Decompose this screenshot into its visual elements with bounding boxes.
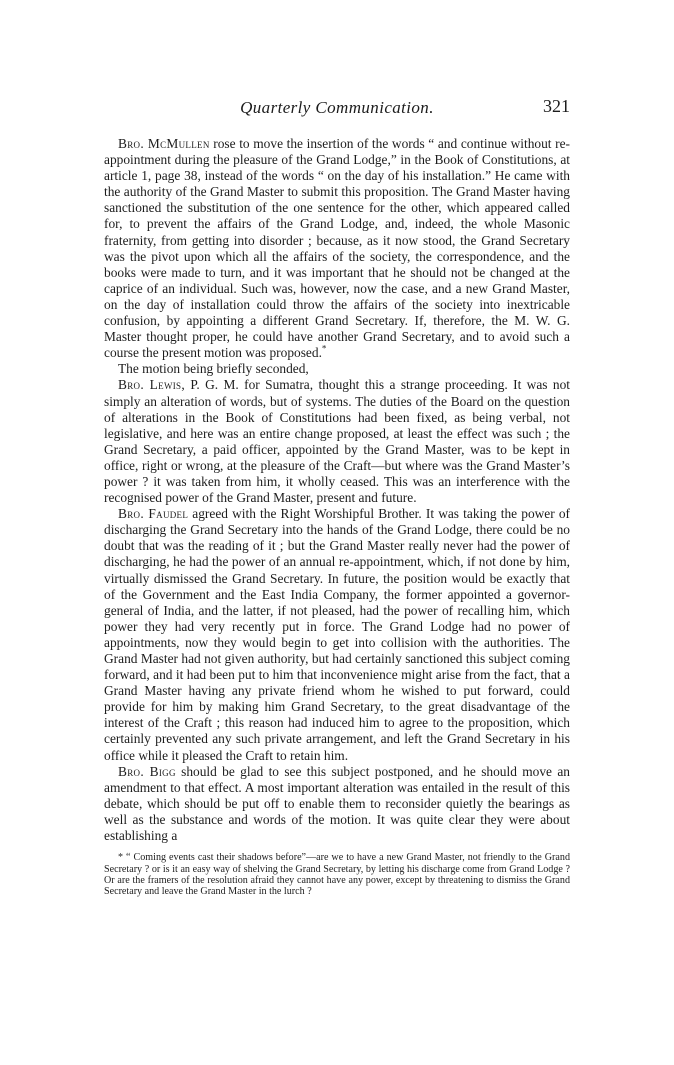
paragraph-text: rose to move the insertion of the words “ and continue without re-appointment during the pleasure of the Grand Lodge,” in the Book of Constitutions, at article 1, page 38, instead of the words “ on the day of his installation.” He came with the authority of the Grand Master to submit this proposition. The Grand Master having sanctioned the substitution of the one sentence for the other, which appeared called for, to prevent the affairs of the Grand Lodge, and, indeed, the whole Masonic fraternity, from getting into disorder ; because, as it now stood, the Grand Secretary was the pivot upon which all the affairs of the society, the correspondence, and the books were made to turn, and it was important that he should not be changed at the caprice of an individual. Such was, however, now the case, and a new Grand Master, on the day of installation could throw the affairs of the society into inextricable confusion, by appointing a different Grand Secretary. If, therefore, the M. W. G. Master thought proper, he could have another Grand Secretary, and to avoid such a course the present motion was proposed. [104, 136, 570, 361]
paragraph-text: should be glad to see this subject postponed, and he should move an amendment to that effect. A most important alteration was entailed in the result of this debate, which should be put off to enable them to reconsider quietly the bearings as well as the substance and words of the motion. It was quite clear they were about establishing a [104, 763, 570, 844]
footnote: * “ Coming events cast their shadows before”—are we to have a new Grand Master, not friendly to the Grand Secretary ? or is it an easy way of shelving the Grand Secretary, by letting his discharge come from Grand Lodge ? Or are the framers of the resolution afraid they cannot have any power, except by threatening to dismiss the Grand Secretary and leave the Grand Master in the lurch ? [104, 852, 570, 898]
paragraph-text: agreed with the Right Worshipful Brother. It was taking the power of discharging the Grand Secretary into the hands of the Grand Lodge, there could be no doubt that was the reading of it ; but the Grand Master really never had the power of discharging, he had the power of an annual re-appointment, which, if not done by him, virtually dismissed the Grand Secretary. In future, the position would be exactly that of the Government and the East India Company, the former appointed a governor-general of India, and the latter, if not pleased, had the power of recalling him, which power they had very recently put in force. The Grand Lodge had no power of appointments, now they would begin to get into collision with the authorities. The Grand Master had not given authority, but had certainly sanctioned this subject coming forward, and it had been put to him that inconvenience might arise from the fact, that a Grand Master having any private friend whom he wished to put forward, could provide for him by making him Grand Secretary, to the great disadvantage of the interest of the Craft ; this reason had induced him to agree to the proposition, which certainly prevented any such private arrangement, and left the Grand Secretary in his office while it pleased the Craft to retain him. [104, 506, 570, 763]
paragraph [104, 361, 570, 377]
body-text [104, 136, 570, 844]
running-title: Quarterly Communication. [240, 98, 434, 117]
speaker-name: Bro. Faudel [118, 506, 189, 522]
paragraph-text: The motion being briefly seconded, [118, 361, 309, 377]
speaker-name: Bro. McMullen [118, 136, 210, 151]
paragraph-text: P. G. M. for Sumatra, thought this a strange proceeding. It was not simply an alteration of words, but of systems. The duties of the Board on the question of alterations in the Book of Constitutions had been fixed, as being verbal, not legislative, and here was an entire change proposed, at least the effect was such ; the Grand Secretary, a paid officer, appointed by the Grand Master, was to be kept in office, right or wrong, at the pleasure of the Craft—but where was the Grand Master’s power ? it was taken from him, it wholly ceased. This was an interference with the recognised power of the Grand Master, present and future. [104, 377, 571, 506]
footnote-marker: * [321, 343, 327, 354]
page-header [104, 98, 570, 122]
book-page [104, 98, 570, 898]
speaker-name: Bro. Bigg [118, 763, 176, 779]
page-number: 321 [543, 96, 570, 116]
paragraph [104, 136, 570, 361]
paragraph [104, 377, 570, 506]
paragraph [104, 764, 570, 844]
paragraph [104, 506, 570, 764]
speaker-name: Bro. Lewis, [118, 377, 185, 393]
